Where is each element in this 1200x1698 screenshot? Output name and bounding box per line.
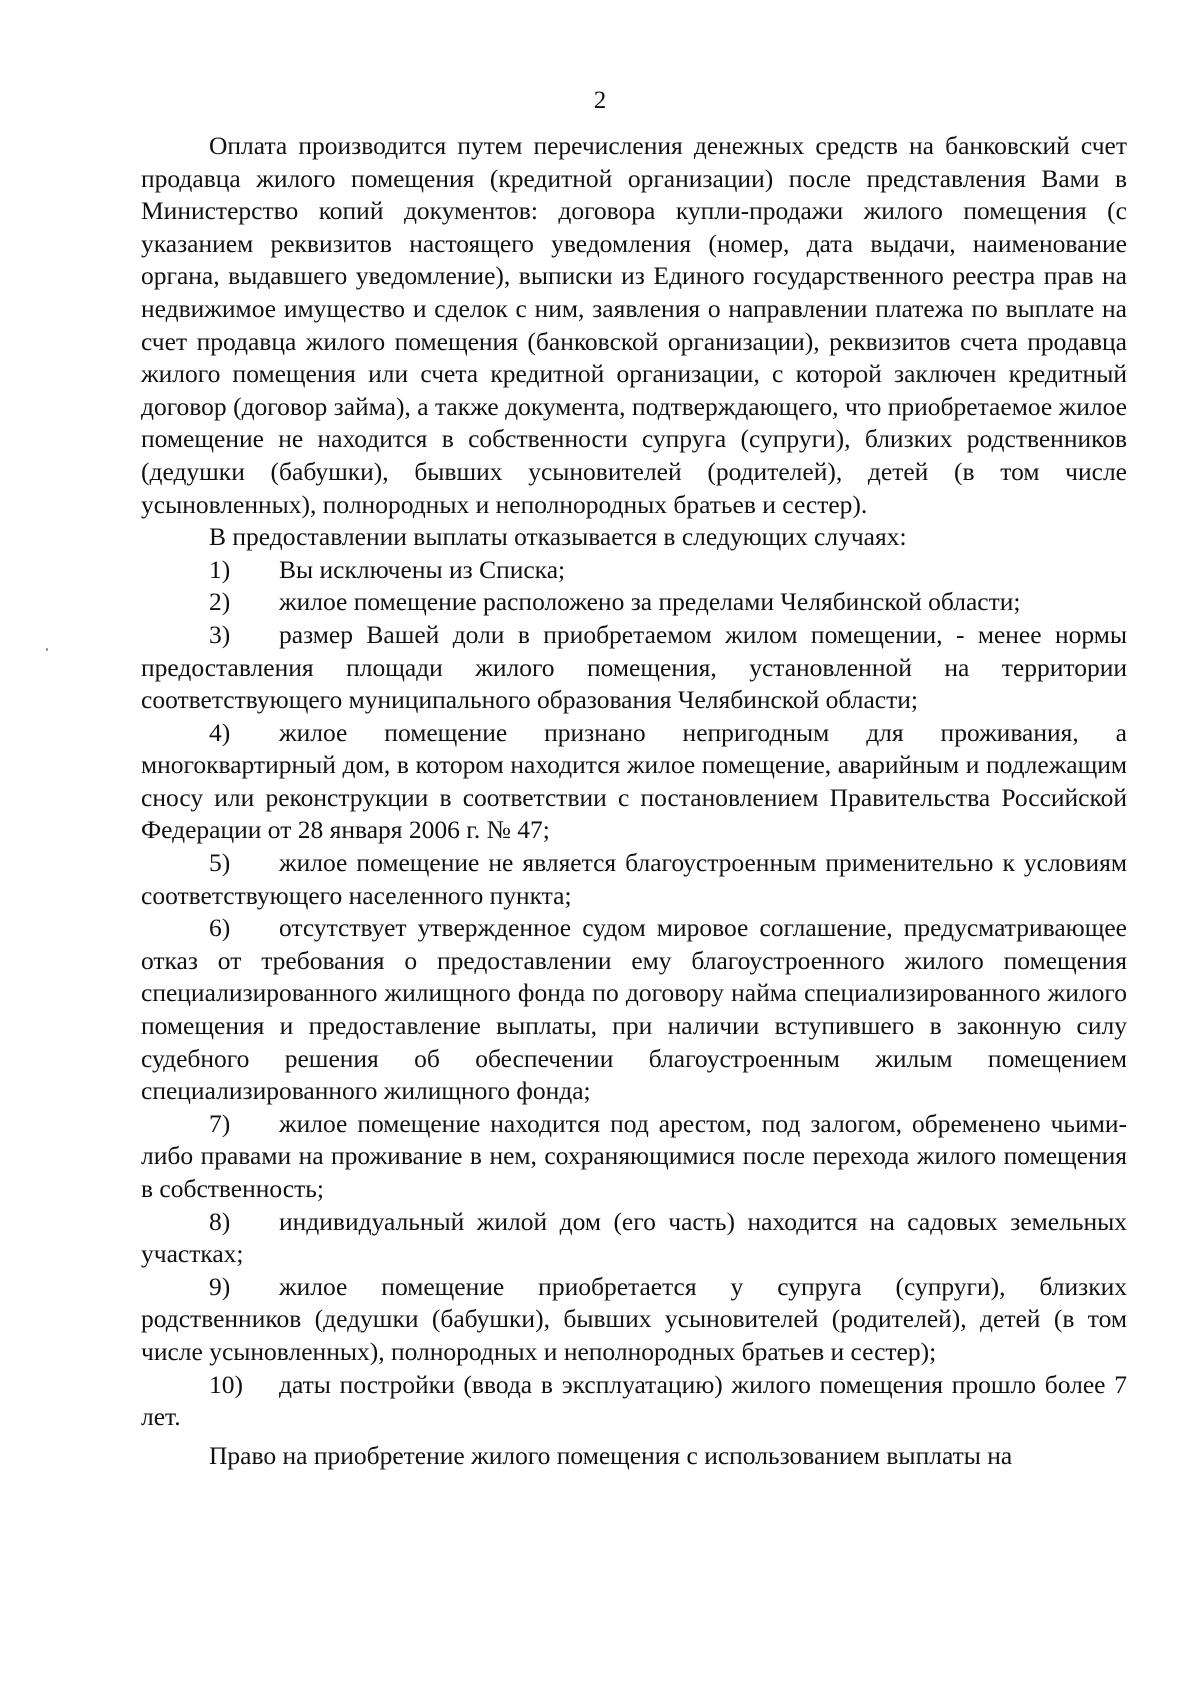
- list-item: [141, 912, 1127, 1108]
- list-item-number: 7): [209, 1108, 231, 1138]
- list-item-text: жилое помещение признано непригодным для проживания, а многоквартирный дом, в котором находится жилое помещение, аварийным и подлежащим сносу или реконструкции в соответствии с постановлением Правительства Российской Федерации от 28 января 2006 г. № 47;: [141, 717, 1127, 845]
- list-item-text: жилое помещение расположено за пределами Челябинской области;: [279, 587, 1021, 617]
- list-item: [141, 586, 1127, 619]
- list-item-text: отсутствует утвержденное судом мировое соглашение, предусматривающее отказ от требования о предоставлении ему благоустроенного жилого помещения специализированного жилищного фонда по договору найма специализированного жилого помещения и предоставление выплаты, при наличии вступившего в законную силу судебного решения об обеспечении благоустроенным жилым помещением специализированного жилищного фонда;: [141, 913, 1127, 1106]
- list-item-number: 8): [209, 1206, 231, 1236]
- list-item-text: жилое помещение находится под арестом, под залогом, обременено чьими-либо правами на проживание в нем, сохраняющимися после перехода жилого помещения в собственность;: [141, 1108, 1127, 1203]
- list-item: [141, 1206, 1127, 1271]
- list-item: [141, 717, 1127, 847]
- list-item-text: даты постройки (ввода в эксплуатацию) жилого помещения прошло более 7 лет.: [141, 1369, 1127, 1432]
- list-item: [141, 1369, 1127, 1434]
- document-body: [141, 130, 1127, 1472]
- list-item-number: 4): [209, 717, 231, 747]
- list-item-number: 5): [209, 848, 231, 878]
- list-item-number: 9): [209, 1271, 231, 1301]
- paragraph-refusal-intro: В предоставлении выплаты отказывается в следующих случаях:: [209, 522, 907, 552]
- list-item: [141, 1271, 1127, 1369]
- list-item-number: 10): [209, 1369, 243, 1399]
- list-item: [141, 847, 1127, 912]
- list-item-number: 6): [209, 913, 231, 943]
- list-item-number: 3): [209, 619, 231, 649]
- list-item-text: жилое помещение не является благоустроенным применительно к условиям соответствующего населенного пункта;: [141, 848, 1127, 910]
- list-item-number: 2): [209, 587, 231, 617]
- list-item: [141, 619, 1127, 717]
- list-item-text: Вы исключены из Списка;: [279, 554, 566, 584]
- list-item: [141, 554, 1127, 587]
- paragraph-payment: Оплата производится путем перечисления денежных средств на банковский счет продавца жилого помещения (кредитной организации) после представления Вами в Министерство копий документов: договора купли-продажи жилого помещения (с указанием реквизитов настоящего уведомления (номер, дата выдачи, наименование органа, выдавшего уведомление), выписки из Единого государственного реестра прав на недвижимое имущество и сделок с ним, заявления о направлении платежа по выплате на счет продавца жилого помещения (банковской организации), реквизитов счета продавца жилого помещения или счета кредитной организации, с которой заключен кредитный договор (договор займа), а также документа, подтверждающего, что приобретаемое жилое помещение не находится в собственности супруга (супруги), близких родственников (дедушки (бабушки), бывших усыновителей (родителей), детей (в том числе усыновленных), полнородных и неполнородных братьев и сестер).: [141, 131, 1127, 519]
- scan-speck: [46, 648, 48, 651]
- list-item-text: жилое помещение приобретается у супруга (супруги), близких родственников (дедушки (бабушки), бывших усыновителей (родителей), детей (в том числе усыновленных), полнородных и неполнородных братьев и сестер);: [141, 1271, 1127, 1366]
- list-item-number: 1): [209, 554, 231, 584]
- paragraph-right-to-acquire: Право на приобретение жилого помещения с использованием выплаты на: [209, 1440, 1013, 1470]
- page-number: 2: [593, 87, 607, 114]
- list-item-text: размер Вашей доли в приобретаемом жилом помещении, - менее нормы предоставления площади жилого помещения, установленной на территории соответствующего муниципального образования Челябинской области;: [141, 619, 1127, 715]
- list-item-text: индивидуальный жилой дом (его часть) находится на садовых земельных участках;: [141, 1206, 1127, 1269]
- list-item: [141, 1108, 1127, 1206]
